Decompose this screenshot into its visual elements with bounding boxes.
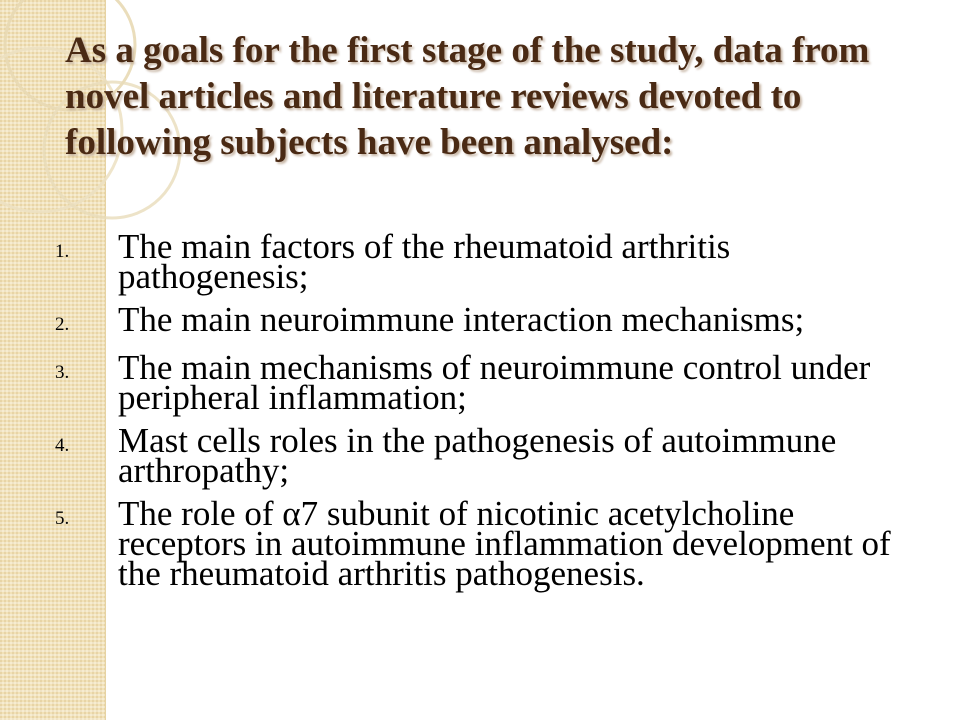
list-item (55, 494, 935, 593)
item-number: 1. (55, 241, 70, 262)
item-number: 2. (55, 314, 70, 335)
item-number: 5. (55, 508, 70, 529)
subjects-list (55, 227, 935, 602)
list-item (55, 421, 935, 490)
item-text: The main neuroimmune interaction mechanisms; (118, 300, 805, 339)
list-item (55, 348, 935, 417)
item-text: The main mechanisms of neuroimmune control under peripheral inflammation; (118, 348, 871, 417)
item-number: 4. (55, 435, 70, 456)
item-text: Mast cells roles in the pathogenesis of autoimmune arthropathy; (118, 421, 837, 490)
list-item (55, 300, 935, 340)
item-text: The main factors of the rheumatoid arthritis pathogenesis; (118, 227, 731, 296)
slide-title: As a goals for the first stage of the study, data from novel articles and literature reviews devoted to following subjects have been analysed: (65, 30, 870, 163)
item-text: The role of α7 subunit of nicotinic acetylcholine receptors in autoimmune inflammation development of the rheumatoid arthritis pathogenesis. (118, 494, 891, 593)
list-item (55, 227, 935, 296)
item-number: 3. (55, 362, 70, 383)
